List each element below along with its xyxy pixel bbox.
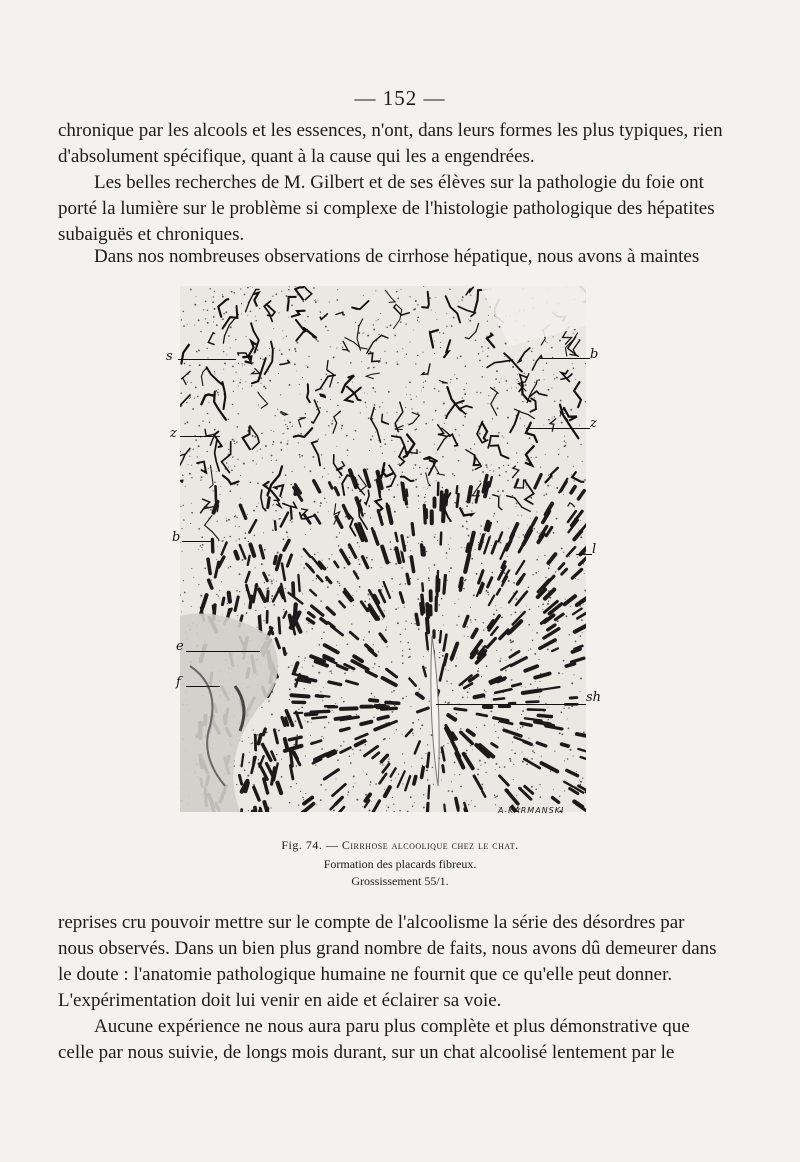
text-line: d'absolument spécifique, quant à la cause qui les a engendrées. (58, 146, 535, 167)
text-line: L'expérimentation doit lui venir en aide et éclairer sa voie. (58, 990, 502, 1011)
engraver-signature: A KARMANSKI (498, 806, 565, 815)
text-line: subaiguës et chroniques. (58, 224, 245, 245)
figure-label-e: e (176, 639, 184, 654)
figure-number: Fig. 74. — (281, 838, 339, 852)
figure-caption-subtitle: Formation des placards fibreux. (323, 857, 477, 871)
text-line: Aucune expérience ne nous aura paru plus complète et plus démonstrative que (94, 1016, 690, 1037)
leader-line (526, 428, 590, 429)
leader-line (436, 704, 586, 705)
figure-label-b-left: b (172, 530, 181, 545)
figure-label-z-left: z (170, 426, 177, 441)
text-line: chronique par les alcools et les essences, n'ont, dans leurs formes les plus typiques, rien (58, 120, 723, 141)
text-line: le doute : l'anatomie pathologique humaine ne fournit que ce qu'elle peut donner. (58, 964, 673, 985)
figure-title: Cirrhose alcoolique chez le chat. (341, 838, 519, 852)
paragraph-4 (58, 910, 720, 1014)
leader-line (182, 541, 214, 542)
leader-line (186, 686, 220, 687)
text-line: Dans nos nombreuses observations de cirrhose hépatique, nous avons à maintes (94, 246, 700, 267)
figure-label-sh: sh (586, 690, 602, 705)
figure-label-f: f (176, 675, 181, 690)
text-line: reprises cru pouvoir mettre sur le compte de l'alcoolisme la série des désordres par (58, 912, 685, 933)
paragraph-5 (58, 1014, 720, 1066)
liver-tissue-illustration (180, 286, 586, 812)
paragraph-3 (58, 244, 720, 270)
leader-line (180, 436, 220, 437)
figure-caption-title (0, 838, 800, 853)
paragraph-1 (58, 118, 723, 170)
text-line: nous observés. Dans un bien plus grand nombre de faits, nous avons dû demeurer dans (58, 938, 717, 959)
figure-caption-magnification: Grossissement 55/1. (351, 874, 449, 888)
figure-label-s: s (166, 349, 173, 364)
leader-line (540, 358, 590, 359)
text-line: Les belles recherches de M. Gilbert et de ses élèves sur la pathologie du foie ont (94, 172, 704, 193)
histology-figure (180, 286, 586, 812)
figure-label-l: l (592, 542, 597, 557)
page-number: — 152 — (354, 86, 446, 110)
figure-label-b-right: b (590, 347, 599, 362)
text-line: porté la lumière sur le problème si complexe de l'histologie pathologique des hépatites (58, 198, 715, 219)
leader-line (186, 651, 260, 652)
figure-label-z-right: z (590, 416, 597, 431)
leader-line (178, 359, 236, 360)
paragraph-2 (58, 170, 720, 248)
text-line: celle par nous suivie, de longs mois durant, sur un chat alcoolisé lentement par le (58, 1042, 675, 1063)
leader-line (576, 554, 592, 555)
